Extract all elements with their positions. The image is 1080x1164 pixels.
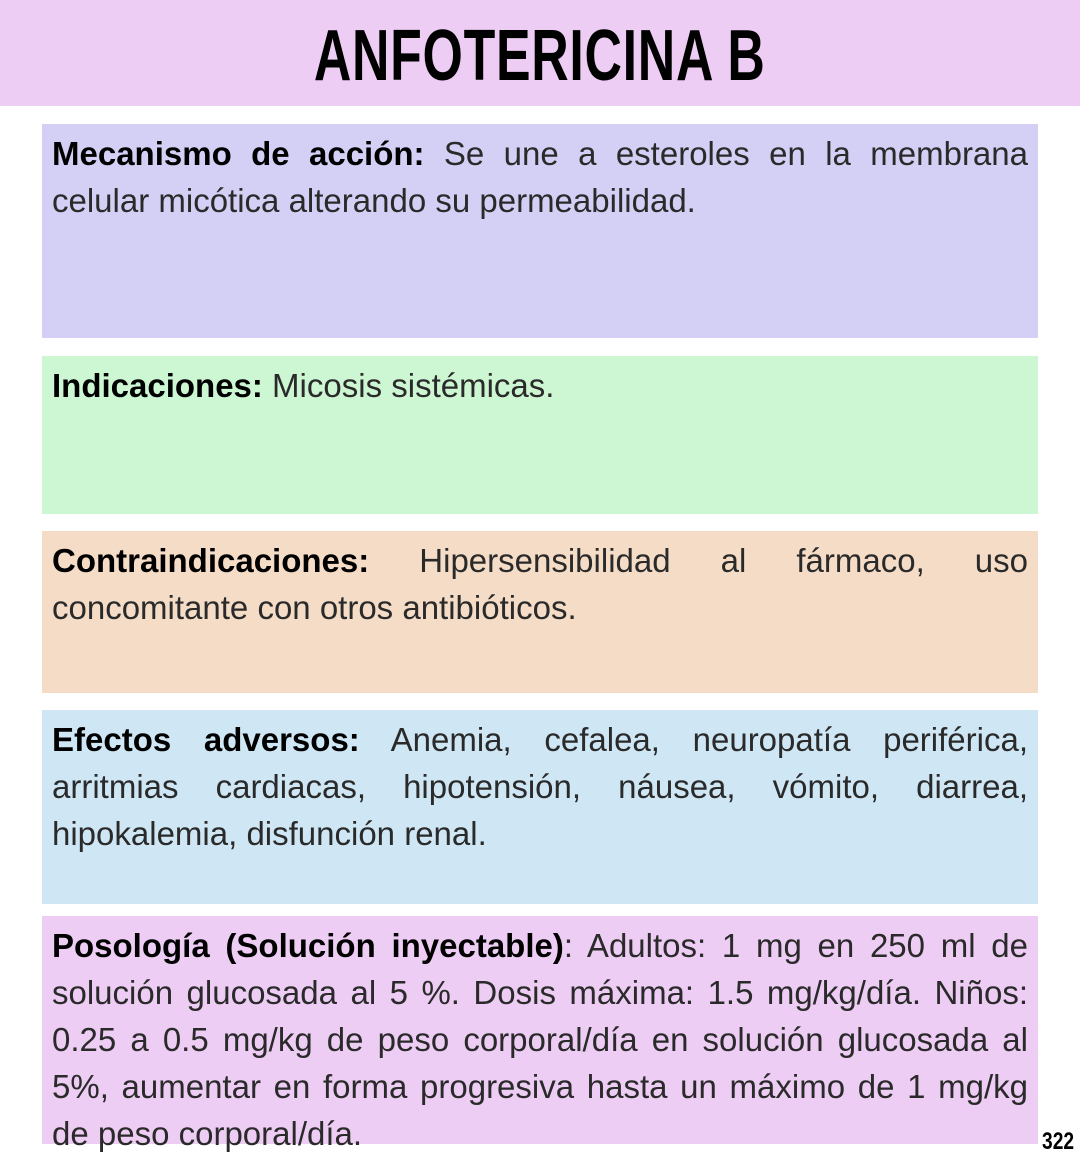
section-label: Indicaciones: [52, 367, 263, 404]
section-label: Efectos adversos: [52, 721, 360, 758]
section-label: Mecanismo de acción: [52, 135, 425, 172]
section-text: : Adultos: 1 mg en 250 ml de solución glucosada al 5 %. Dosis máxima: 1.5 mg/kg/día. Niños: 0.25 a 0.5 mg/kg de peso corporal/día en solución glucosada al 5%, aumentar en forma progresiva hasta un máximo de 1 mg/kg de peso corporal/día. [52, 927, 1028, 1152]
section-text: Se une a esteroles en la membrana celular micótica alterando su permeabilidad. [52, 135, 1028, 219]
section-indicaciones [42, 356, 1038, 514]
page-number: 322 [1041, 1128, 1074, 1155]
section-posologia [42, 916, 1038, 1152]
section-contraindicaciones [42, 531, 1038, 693]
section-text: Anemia, cefalea, neuropatía periférica, arritmias cardiacas, hipotensión, náusea, vómito, diarrea, hipokalemia, disfunción renal. [52, 721, 1028, 852]
section-mecanismo-de-accion [42, 124, 1038, 338]
section-label: Posología (Solución inyectable) [52, 927, 564, 964]
page-title: ANFOTERICINA B [314, 16, 766, 96]
title-banner [0, 0, 1080, 106]
section-text: Hipersensibilidad al fármaco, uso concomitante con otros antibióticos. [52, 542, 1028, 626]
section-text: Micosis sistémicas. [262, 367, 555, 404]
section-label: Contraindicaciones: [52, 542, 370, 579]
section-efectos-adversos [42, 710, 1038, 904]
